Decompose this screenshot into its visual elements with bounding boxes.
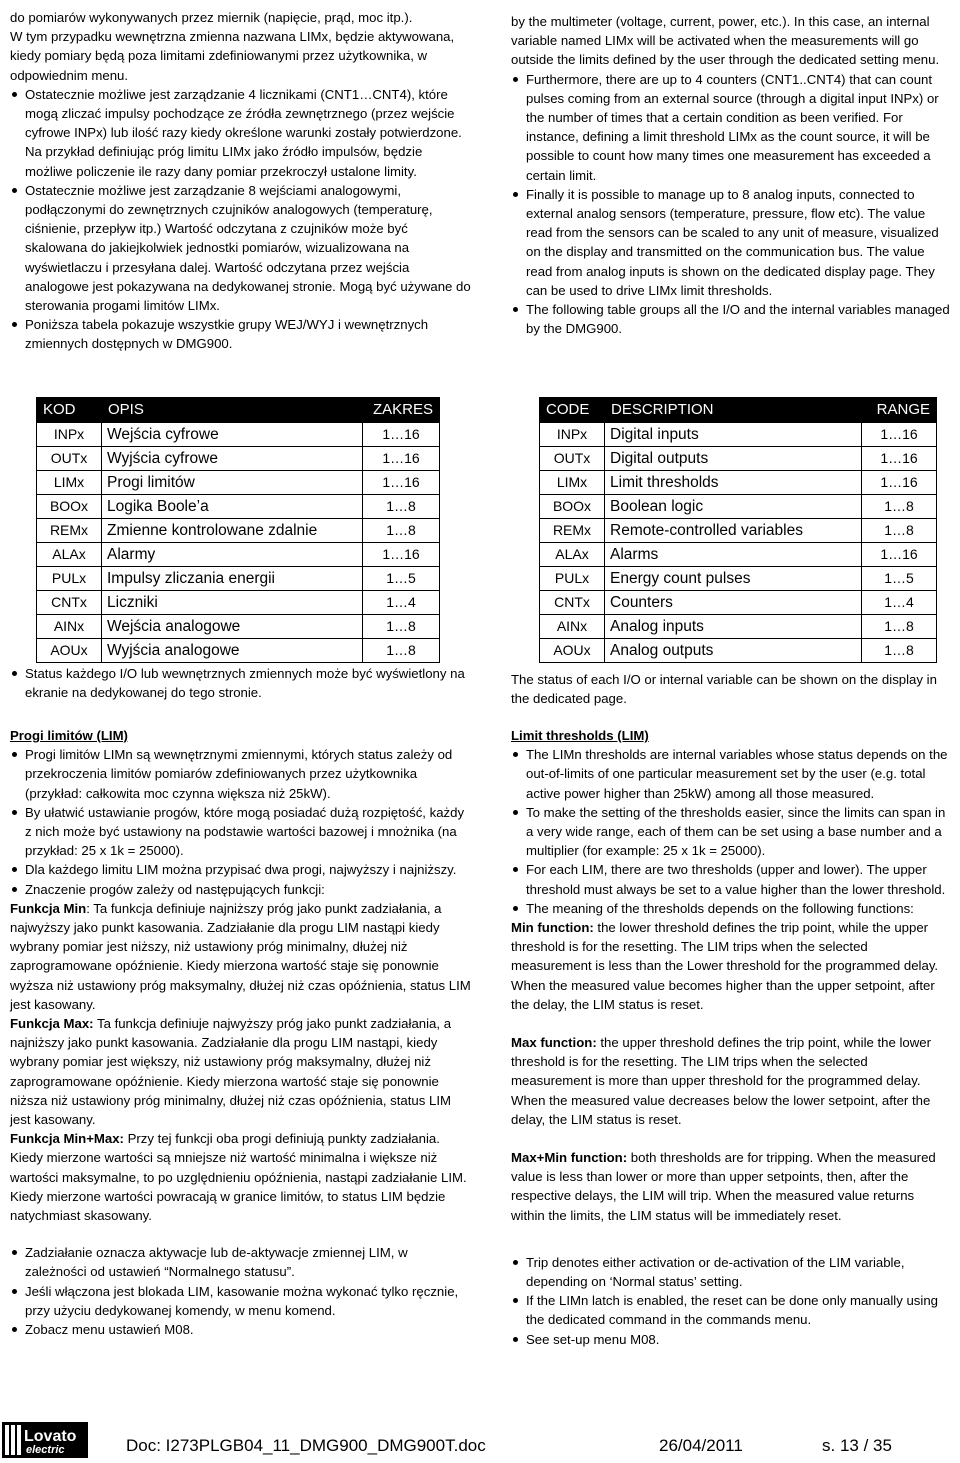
lovato-logo: [2, 1422, 88, 1458]
description-cell: Wejścia cyfrowe: [102, 423, 363, 447]
table-row: [540, 591, 937, 615]
min-function-paragraph: [511, 918, 951, 1014]
code-cell: PULx: [37, 567, 102, 591]
list-item: To make the setting of the thresholds easier, since the limits can span in a very wide range, each of them can be set using a base number and a multiplier (for example: 25 x 1k = 25000).: [511, 803, 951, 861]
code-cell: AINx: [37, 615, 102, 639]
list-item: Jeśli włączona jest blokada LIM, kasowanie można wykonać tylko ręcznie, przy użyciu dedykowanej komendy, w menu komend.: [10, 1282, 472, 1320]
polish-column: [10, 8, 472, 354]
range-cell: 1…8: [363, 639, 440, 663]
intro-paragraph: by the multimeter (voltage, current, power, etc.). In this case, an internal variable named LIMx will be activated when the measurements will go outside the limits defined by the user through the dedicated setting menu.: [511, 14, 940, 68]
table-row: [540, 495, 937, 519]
code-cell: REMx: [37, 519, 102, 543]
list-item: See set-up menu M08.: [511, 1330, 951, 1349]
code-cell: ALAx: [37, 543, 102, 567]
page-footer: [0, 1420, 960, 1460]
code-cell: AINx: [540, 615, 605, 639]
list-item: If the LIMn latch is enabled, the reset can be done only manually using the dedicated command in the commands menu.: [511, 1291, 951, 1329]
code-cell: AOUx: [540, 639, 605, 663]
english-column: [511, 12, 951, 338]
function-text: : Ta funkcja definiuje najniższy próg jako punkt zadziałania, a najwyższy jako punkt kasowania. Zadziałanie dla progu LIM nastąpi kiedy wybrany pomiar jest niższy, niż ustawiony próg minimalny, dłużej niż zaprogramowane opóźnienie. Kiedy mierzona wartość staje się ponownie wyższa niż ustawiony próg maksymalny, dłużej niż czas opóźnienia, status LIM jest kasowany.: [10, 900, 471, 1012]
table-row: [37, 615, 440, 639]
table-row: [540, 471, 937, 495]
function-text: both thresholds are for tripping. When the measured value is less than lower or more than upper setpoints, then, after the respective delays, the LIM will trip. When the measured value returns within the limits, the LIM status will be immediately reset.: [511, 1150, 936, 1223]
function-text: Przy tej funkcji oba progi definiują punkty zadziałania. Kiedy mierzone wartości są mniejsze niż wartość minimalna i większe niż wartości maksymalne, to po uzględnieniu opóźnienia, nastąpi zadziałanie LIM. Kiedy mierzone wartości powracają w granice limitów, to status LIM będzie natychmiast skasowany.: [10, 1131, 467, 1224]
description-cell: Analog outputs: [605, 639, 862, 663]
list-item: By ułatwić ustawianie progów, które mogą posiadać dużą rozpiętość, każdy z nich może być ustawiony na podstawie wartości bazowej i mnożnika (na przykład: 25 x 1k = 25000).: [10, 803, 472, 861]
lim-list: [511, 745, 951, 918]
range-cell: 1…8: [862, 615, 937, 639]
range-cell: 1…16: [363, 543, 440, 567]
description-cell: Wyjścia cyfrowe: [102, 447, 363, 471]
description-cell: Impulsy zliczania energii: [102, 567, 363, 591]
range-cell: 1…8: [862, 495, 937, 519]
description-cell: Zmienne kontrolowane zdalnie: [102, 519, 363, 543]
table-row: [37, 543, 440, 567]
table-row: [37, 519, 440, 543]
column-header: DESCRIPTION: [605, 398, 862, 423]
table-row: [37, 495, 440, 519]
status-note-text: The status of each I/O or internal variable can be shown on the display in the dedicated page.: [511, 672, 937, 707]
range-cell: 1…16: [862, 423, 937, 447]
description-cell: Digital inputs: [605, 423, 862, 447]
range-cell: 1…8: [363, 615, 440, 639]
description-cell: Energy count pulses: [605, 567, 862, 591]
code-cell: BOOx: [540, 495, 605, 519]
intro-paragraph: do pomiarów wykonywanych przez miernik (napięcie, prąd, moc itp.).: [10, 10, 413, 25]
feature-list: [511, 70, 951, 339]
table-row: [540, 543, 937, 567]
range-cell: 1…8: [363, 519, 440, 543]
code-cell: OUTx: [37, 447, 102, 471]
code-cell: BOOx: [37, 495, 102, 519]
description-cell: Liczniki: [102, 591, 363, 615]
function-label: Funkcja Min+Max:: [10, 1131, 124, 1147]
table-header-row: [37, 398, 440, 423]
function-text: Ta funkcja definiuje najwyższy próg jako punkt zadziałania, a najniższy jako punkt kasowania. Zadziałanie dla progu LIM nastąpi, kiedy wybrany pomiar jest większy, niż ustawiony próg maksymalny, dłużej niż zaprogramowane opóźnienie. Kiedy mierzona wartość staje się ponownie niższa niż ustawiony próg minimalny, dłużej niż czas opóźnienia, status LIM jest kasowany.: [10, 1016, 452, 1128]
list-item: Trip denotes either activation or de-activation of the LIM variable, depending on ‘Normal status’ setting.: [511, 1253, 951, 1291]
description-cell: Wyjścia analogowe: [102, 639, 363, 663]
description-cell: Limit thresholds: [605, 471, 862, 495]
list-item: Zadziałanie oznacza aktywacje lub de-aktywacje zmiennej LIM, w zależności od ustawień “Normalnego statusu”.: [10, 1243, 472, 1281]
column-header: OPIS: [102, 398, 363, 423]
range-cell: 1…4: [862, 591, 937, 615]
max-function-paragraph: [511, 1033, 951, 1129]
column-header: ZAKRES: [363, 398, 440, 423]
status-note-pl: [10, 664, 472, 702]
final-list: [10, 1243, 472, 1339]
list-item: Znaczenie progów zależy od następujących funkcji:: [10, 880, 472, 899]
description-cell: Logika Boole’a: [102, 495, 363, 519]
document-id: Doc: I273PLGB04_11_DMG900_DMG900T.doc: [126, 1436, 486, 1455]
column-header: RANGE: [862, 398, 937, 423]
intro-paragraph: W tym przypadku wewnętrzna zmienna nazwana LIMx, będzie aktywowana, kiedy pomiary będą poza limitami zdefiniowanymi przez użytkownika, w odpowiednim menu.: [10, 29, 455, 83]
range-cell: 1…16: [363, 423, 440, 447]
min-function-paragraph: [10, 899, 472, 1014]
lim-section-en: [511, 726, 951, 1349]
list-item: Progi limitów LIMn są wewnętrznymi zmiennymi, których status zależy od przekroczenia limitów pomiarów zdefiniowanych przez użytkownika (przykład: całkowita moc czynna większa niż 25kW).: [10, 745, 472, 803]
io-table-en: [539, 397, 937, 663]
range-cell: 1…5: [862, 567, 937, 591]
description-cell: Digital outputs: [605, 447, 862, 471]
table-row: [37, 471, 440, 495]
range-cell: 1…16: [862, 543, 937, 567]
range-cell: 1…16: [862, 447, 937, 471]
description-cell: Analog inputs: [605, 615, 862, 639]
table-row: [37, 591, 440, 615]
code-cell: CNTx: [540, 591, 605, 615]
list-item: Poniższa tabela pokazuje wszystkie grupy WEJ/WYJ i wewnętrznych zmiennych dostępnych w DMG900.: [10, 315, 472, 353]
function-label: Funkcja Max:: [10, 1016, 94, 1032]
max-function-paragraph: [10, 1014, 472, 1129]
list-item: Dla każdego limitu LIM można przypisać dwa progi, najwyższy i najniższy.: [10, 860, 472, 879]
description-cell: Progi limitów: [102, 471, 363, 495]
page-number: s. 13 / 35: [822, 1436, 892, 1455]
code-cell: INPx: [37, 423, 102, 447]
code-cell: CNTx: [37, 591, 102, 615]
range-cell: 1…16: [862, 471, 937, 495]
function-text: the lower threshold defines the trip point, while the upper threshold is for the resetting. The LIM trips when the selected measurement is less than the Lower threshold for the programmed delay. When the measured value becomes higher than the upper setpoint, after the delay, the LIM status is reset.: [511, 920, 939, 1012]
table-row: [37, 639, 440, 663]
table-row: [540, 615, 937, 639]
table-row: [540, 423, 937, 447]
list-item: Finally it is possible to manage up to 8 analog inputs, connected to external analog sensors (temperature, pressure, flow etc). The value read from the sensors can be scaled to any unit of measure, visualized on the display and transmitted on the communication bus. The value read from analog inputs is shown on the dedicated display page. They can be used to drive LIMx limit thresholds.: [511, 185, 951, 300]
code-cell: LIMx: [540, 471, 605, 495]
function-label: Funkcja Min: [10, 900, 87, 916]
list-item: The LIMn thresholds are internal variables whose status depends on the out-of-limits of one particular measurement set by the user (e.g. total active power higher than 25kW) among all those measured.: [511, 745, 951, 803]
column-header: CODE: [540, 398, 605, 423]
table-row: [540, 447, 937, 471]
code-cell: PULx: [540, 567, 605, 591]
lim-list: [10, 745, 472, 899]
svg-text:electric: electric: [26, 1444, 65, 1456]
range-cell: 1…16: [363, 471, 440, 495]
table-row: [37, 423, 440, 447]
description-cell: Alarms: [605, 543, 862, 567]
code-cell: AOUx: [37, 639, 102, 663]
document-date: 26/04/2011: [659, 1436, 743, 1455]
table-row: [540, 519, 937, 543]
table-header-row: [540, 398, 937, 423]
range-cell: 1…16: [363, 447, 440, 471]
table-row: [37, 447, 440, 471]
function-text: the upper threshold defines the trip point, while the lower threshold is for the resetting. The LIM trips when the selected measurement is more than upper threshold for the programmed delay. When the measured value decreases below the lower setpoint, after the delay, the LIM status is reset.: [511, 1035, 932, 1127]
code-cell: ALAx: [540, 543, 605, 567]
function-label: Min function:: [511, 920, 594, 936]
code-cell: REMx: [540, 519, 605, 543]
list-item: The following table groups all the I/O and the internal variables managed by the DMG900.: [511, 300, 951, 338]
table-row: [37, 567, 440, 591]
list-item: The meaning of the thresholds depends on the following functions:: [511, 899, 951, 918]
function-label: Max function:: [511, 1035, 597, 1051]
list-item: Zobacz menu ustawień M08.: [10, 1320, 472, 1339]
range-cell: 1…8: [862, 519, 937, 543]
list-item: Furthermore, there are up to 4 counters (CNT1..CNT4) that can count pulses coming from an external source (through a digital input INPx) or the number of times that a certain condition as been verified. For instance, defining a limit threshold LIMx as the count source, it will be possible to count how many times one measurement has exceeded a certain limit.: [511, 70, 951, 185]
code-cell: INPx: [540, 423, 605, 447]
description-cell: Remote-controlled variables: [605, 519, 862, 543]
code-cell: OUTx: [540, 447, 605, 471]
io-table-pl: [36, 397, 440, 663]
lim-section-pl: [10, 726, 472, 1339]
range-cell: 1…4: [363, 591, 440, 615]
section-heading: Limit thresholds (LIM): [511, 728, 649, 743]
range-cell: 1…8: [862, 639, 937, 663]
list-item: For each LIM, there are two thresholds (upper and lower). The upper threshold must always be set to a value higher than the lower threshold.: [511, 860, 951, 898]
minmax-function-paragraph: [10, 1129, 472, 1225]
description-cell: Wejścia analogowe: [102, 615, 363, 639]
section-heading: Progi limitów (LIM): [10, 728, 128, 743]
range-cell: 1…5: [363, 567, 440, 591]
final-list: [511, 1253, 951, 1349]
description-cell: Alarmy: [102, 543, 363, 567]
description-cell: Counters: [605, 591, 862, 615]
feature-list: [10, 85, 472, 354]
range-cell: 1…8: [363, 495, 440, 519]
list-item: Ostatecznie możliwe jest zarządzanie 4 licznikami (CNT1…CNT4), które mogą zliczać impulsy pochodzące ze źródła zewnętrznego (przez wejście cyfrowe INPx) lub ilość razy kiedy określone warunki zostały potwierdzone. Na przykład definiując próg limitu LIMx jako źródło impulsów, będzie możliwe policzenie ile razy dany pomiar przekroczył ustalone limity.: [10, 85, 472, 181]
minmax-function-paragraph: [511, 1148, 951, 1225]
column-header: KOD: [37, 398, 102, 423]
list-item: Ostatecznie możliwe jest zarządzanie 8 wejściami analogowymi, podłączonymi do zewnętrznych czujników analogowych (temperaturę, ciśnienie, przepływ itp.) Wartość odczytana z czujników może być skalowana do jakiejkolwiek jednostki pomiarów, wizualizowana na wyświetlaczu i przesyłana dalej. Wartość odczytana przez wejścia analogowe jest pokazywana na dedykowanej stronie. Mogą być używane do sterowania progami limitów LIMx.: [10, 181, 472, 315]
function-label: Max+Min function:: [511, 1150, 628, 1166]
table-row: [540, 639, 937, 663]
list-item: Status każdego I/O lub wewnętrznych zmiennych może być wyświetlony na ekranie na dedykowanej do tego stronie.: [10, 664, 472, 702]
description-cell: Boolean logic: [605, 495, 862, 519]
svg-text:Lovato: Lovato: [24, 1428, 77, 1445]
status-note-en: [511, 670, 951, 708]
code-cell: LIMx: [37, 471, 102, 495]
table-row: [540, 567, 937, 591]
